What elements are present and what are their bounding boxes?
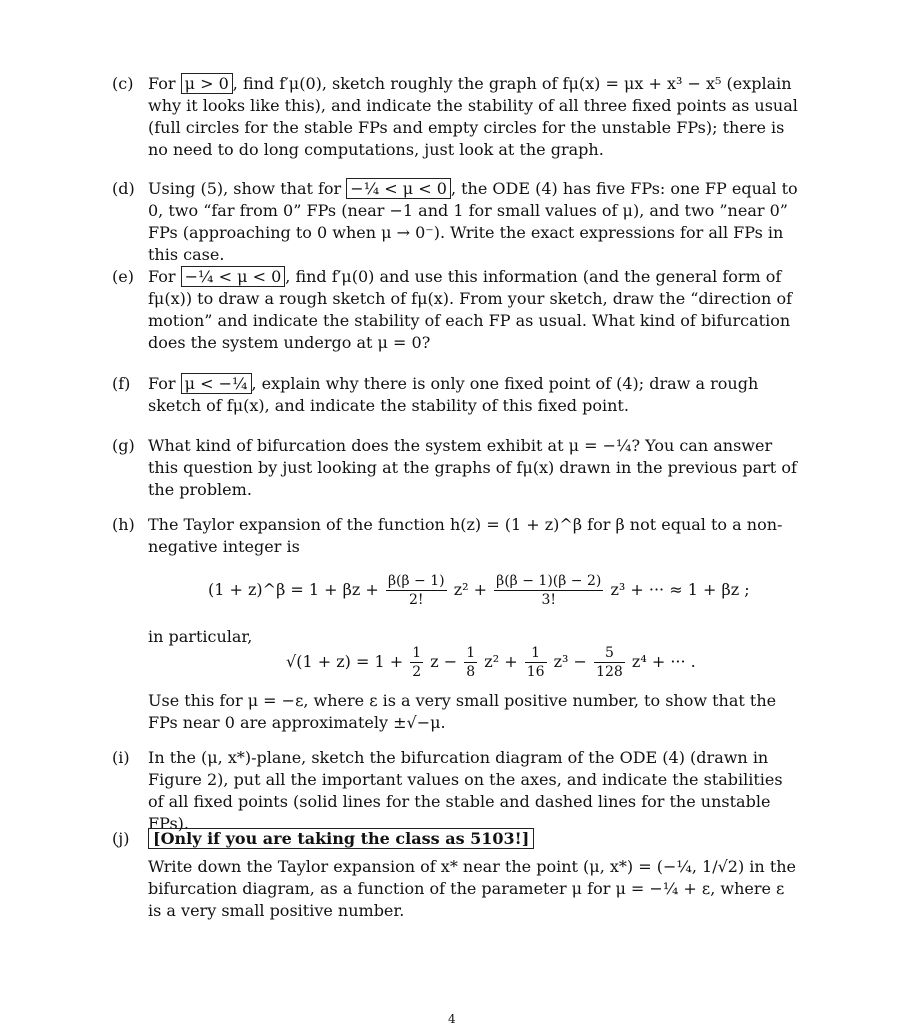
part-label: (g) bbox=[112, 436, 135, 455]
part-i bbox=[112, 747, 802, 835]
page-number: 4 bbox=[448, 1012, 456, 1026]
fraction-denominator: 3! bbox=[541, 592, 556, 608]
sqrt-fraction-1 bbox=[410, 644, 423, 681]
sqrt-term: z⁴ + ··· . bbox=[631, 652, 696, 671]
part-text: , the ODE (4) has five FPs: one FP equal to 0, two “far from 0” FPs (near −1 and 1 for small values of μ), and two ”near 0” FPs (approaching to 0 when μ → 0⁻). Write the exact expressions for all FPs in this case. bbox=[148, 179, 798, 264]
sqrt-term: z³ − bbox=[553, 652, 587, 671]
fraction-denominator: 8 bbox=[466, 664, 476, 680]
taylor-equation bbox=[208, 572, 750, 609]
sqrt-term: z² + bbox=[484, 652, 518, 671]
condition-box: μ < −¼ bbox=[181, 373, 252, 394]
part-text: The Taylor expansion of the function h(z) = (1 + z)^β for β not equal to a non-negative integer is bbox=[148, 515, 783, 556]
condition-box: −¼ < μ < 0 bbox=[346, 178, 451, 199]
part-text: In the (μ, x*)-plane, sketch the bifurcation diagram of the ODE (4) (drawn in Figure 2), put all the important values on the axes, and indicate the stabilities of all fixed points (solid lines for the stable and dashed lines for the unstable FPs). bbox=[148, 748, 783, 833]
taylor-fraction-2 bbox=[494, 572, 603, 609]
fraction-denominator: 2 bbox=[412, 664, 422, 680]
part-text: Write down the Taylor expansion of x* near the point (μ, x*) = (−¼, 1/√2) in the bifurcation diagram, as a function of the parameter μ for μ = −¼ + ε, where ε is a very small positive number. bbox=[148, 857, 797, 920]
taylor-term: z³ + ··· ≈ 1 + βz ; bbox=[610, 580, 750, 599]
sqrt-equation bbox=[286, 644, 696, 681]
use-this-text: Use this for μ = −ε, where ε is a very small positive number, to show that the FPs near 0 are approximately ±√−μ. bbox=[148, 691, 777, 732]
part-text: What kind of bifurcation does the system exhibit at μ = −¼? You can answer this question by just looking at the graphs of fμ(x) drawn in the previous part of the problem. bbox=[148, 436, 797, 499]
part-label: (h) bbox=[112, 515, 135, 534]
sqrt-fraction-4 bbox=[594, 644, 625, 681]
fraction-numerator: 1 bbox=[412, 645, 422, 661]
fraction-denominator: 2! bbox=[408, 592, 424, 608]
part-text: , find f′μ(0) and use this information (and the general form of fμ(x)) to draw a rough sketch of fμ(x). From your sketch, draw the “direction of motion” and indicate the stability of each FP as usual. What kind of bifurcation does the system undergo at μ = 0? bbox=[148, 267, 792, 352]
condition-box: −¼ < μ < 0 bbox=[181, 266, 286, 287]
part-text: , find f′μ(0), sketch roughly the graph of fμ(x) = μx + x³ − x⁵ (explain why it looks like this), and indicate the stability of all three fixed points as usual (full circles for the stable FPs and empty circles for the unstable FPs); there is no need to do long computations, just look at the graph. bbox=[148, 74, 798, 159]
fraction-numerator: β(β − 1)(β − 2) bbox=[496, 573, 602, 589]
condition-box: μ > 0 bbox=[181, 73, 233, 94]
fraction-numerator: 5 bbox=[594, 644, 625, 663]
part-label: (i) bbox=[112, 748, 130, 767]
fraction-denominator: 16 bbox=[526, 664, 545, 680]
part-text-pre: For bbox=[148, 74, 176, 93]
taylor-lhs: (1 + z)^β = 1 + βz + bbox=[208, 580, 379, 599]
fraction-numerator: 1 bbox=[466, 645, 476, 661]
sqrt-lhs: √(1 + z) = 1 + bbox=[286, 652, 404, 671]
part-text-pre: For bbox=[148, 267, 176, 286]
part-e bbox=[112, 266, 802, 354]
part-text-pre: For bbox=[148, 374, 176, 393]
part-h bbox=[112, 514, 802, 558]
part-label: (j) bbox=[112, 829, 130, 848]
part-f bbox=[112, 373, 802, 417]
fraction-denominator: 128 bbox=[596, 664, 623, 680]
part-label: (f) bbox=[112, 374, 131, 393]
part-label: (e) bbox=[112, 267, 134, 286]
part-d bbox=[112, 178, 802, 266]
part-text-pre: Using (5), show that for bbox=[148, 179, 342, 198]
taylor-fraction-1 bbox=[386, 572, 447, 609]
fraction-numerator: 1 bbox=[525, 644, 547, 663]
part-g bbox=[112, 435, 802, 501]
part-label: (c) bbox=[112, 74, 134, 93]
sqrt-fraction-3 bbox=[525, 644, 547, 681]
sqrt-term: z − bbox=[430, 652, 458, 671]
part-c bbox=[112, 73, 802, 161]
class-5103-note: [Only if you are taking the class as 5103!] bbox=[148, 828, 534, 849]
part-label: (d) bbox=[112, 179, 135, 198]
taylor-term: z² + bbox=[453, 580, 488, 599]
part-j bbox=[112, 828, 802, 922]
fraction-numerator: β(β − 1) bbox=[387, 573, 445, 589]
in-particular-text: in particular, bbox=[148, 627, 253, 646]
sqrt-fraction-2 bbox=[464, 644, 477, 681]
part-text: , explain why there is only one fixed point of (4); draw a rough sketch of fμ(x), and indicate the stability of this fixed point. bbox=[148, 374, 759, 415]
